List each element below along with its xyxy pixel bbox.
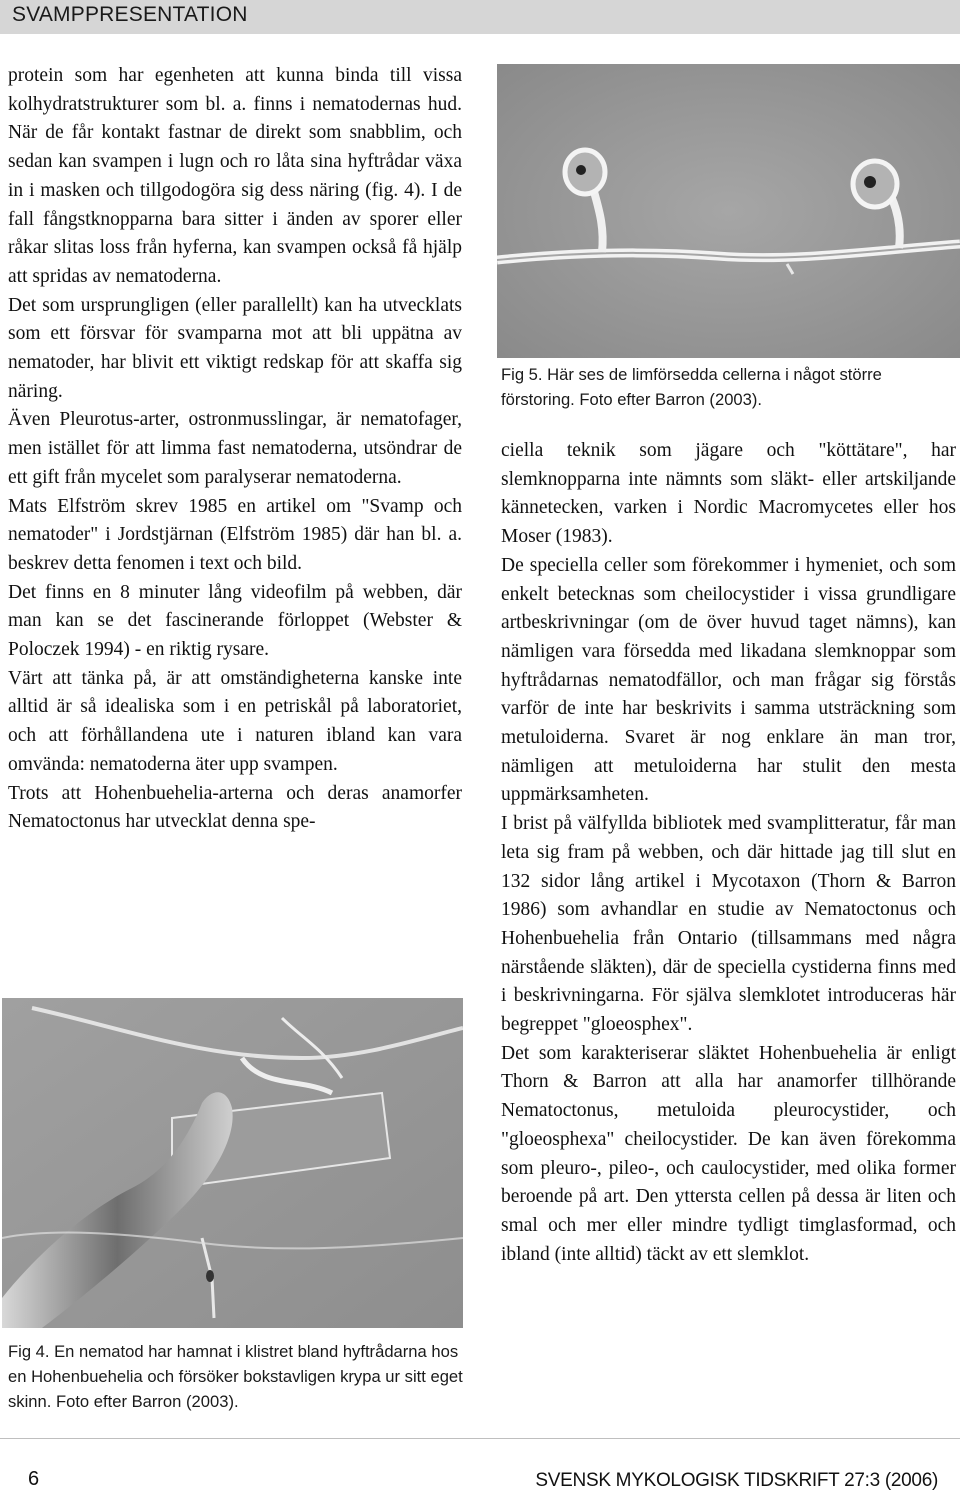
paragraph: Värt att tänka på, är att omständigheterna kanske inte alltid är så idealiska som i en petriskål på laboratoriet, och att förhållandena ute i naturen ibland kan vara omvända: nematoderna äter upp svampen.: [8, 667, 462, 775]
journal-name: SVENSK MYKOLOGISK TIDSKRIFT 27:3 (2006): [535, 1470, 938, 1491]
nematode-trapped-image: [2, 998, 463, 1328]
left-column-text: [8, 62, 462, 837]
section-title: SVAMPPRESENTATION: [12, 3, 248, 26]
paragraph: protein som har egenheten att kunna binda till vissa kolhydratstrukturer som bl. a. finns i nematodernas hud. När de får kontakt fastnar de direkt som snabblim, och sedan kan svampen i lugn och ro låta sina hyftrådar växa in i masken och tillgodogöra sig dess näring (fig. 4). I de fall fångstknopparna bara sitter i änden av sporer eller råkar slitas loss från hyferna, kan svampen också få hjälp att spridas av nematoderna.: [8, 65, 462, 287]
fig5-caption: Fig 5. Här ses de limförsedda cellerna i något större förstoring. Foto efter Barron (2003).: [501, 365, 882, 409]
fig5-micrograph: [497, 64, 960, 358]
paragraph: Trots att Hohenbuehelia-arterna och deras anamorfer Nematoctonus har utvecklat denna spe-: [8, 782, 462, 833]
hyphae-with-knobs-image: [497, 64, 960, 358]
paragraph: Det som karakteriserar släktet Hohenbuehelia är enligt Thorn & Barron att alla har anamorfer tillhörande Nematoctonus, metuloida pleurocystider, och "gloeosphexa" cheilocystider. De kan även förekomma som pleuro-, pileo-, och caulocystider, med olika former beroende på art. Den yttersta cellen på dessa är liten och smal och mer eller mindre tydligt timglasformad, och ibland (inte alltid) täckt av ett slemklot.: [501, 1042, 956, 1265]
paragraph: ciella teknik som jägare och "köttätare", har slemknopparna inte nämnts som släkt- eller artskiljande kännetecken, varken i Nordic Macromycetes eller hos Moser (1983).: [501, 440, 956, 548]
right-column-text: [501, 437, 956, 1269]
paragraph: I brist på välfyllda bibliotek med svamplitteratur, får man leta sig fram på webben, och där hittade jag till slut en 132 sidor lång artikel i Mycotaxon (Thorn & Barron 1986) som avhandlar en studie av Nematoctonus och Hohenbuehelia från Ontario (tillsammans med några närstående släkten), där de speciella cystiderna finns med i beskrivningarna. För själva slemklotet introduceras här begreppet "gloeosphex".: [501, 813, 956, 1036]
paragraph: Det finns en 8 minuter lång videofilm på webben, där man kan se det fascinerande förloppet (Webster & Poloczek 1994) - en riktig rysare.: [8, 581, 462, 661]
paragraph: Mats Elfström skrev 1985 en artikel om "Svamp och nematoder" i Jordstjärnan (Elfström 1985) där han bl. a. beskrev detta fenomen i text och bild.: [8, 495, 462, 574]
fig4-caption: Fig 4. En nematod har hamnat i klistret bland hyftrådarna hos en Hohenbuehelia och försöker bokstavligen krypa ur sitt eget skinn. Foto efter Barron (2003).: [8, 1342, 463, 1411]
paragraph: Det som ursprungligen (eller parallellt) kan ha utvecklats som ett försvar för svamparna mot att bli uppätna av nematoder, har blivit ett viktigt redskap för att skaffa sig näring.: [8, 294, 462, 402]
section-header-bar: [0, 0, 960, 34]
fig4-micrograph: [2, 998, 463, 1328]
paragraph: Även Pleurotus-arter, ostronmusslingar, är nematofager, men istället för att limma fast nematoderna, utsöndrar de ett gift från mycelet som paralyserar nematoderna.: [8, 409, 462, 488]
page-number: 6: [28, 1468, 40, 1490]
footer-divider: [0, 1438, 960, 1439]
paragraph: De speciella celler som förekommer i hymeniet, och som enkelt betecknas som cheilocystider i vissa grundligare artbeskrivningar (om de över huvud taget nämns), kan nämligen vara försedda med likadana slemknoppar som hyftrådarnas nematodfällor, och man frågar sig förstås varför de inte har beskrivits i samma utsträckning som metuloiderna. Svaret är nog enklare än man tror, nämligen att metuloiderna har stulit den mesta uppmärksamheten.: [501, 554, 956, 806]
